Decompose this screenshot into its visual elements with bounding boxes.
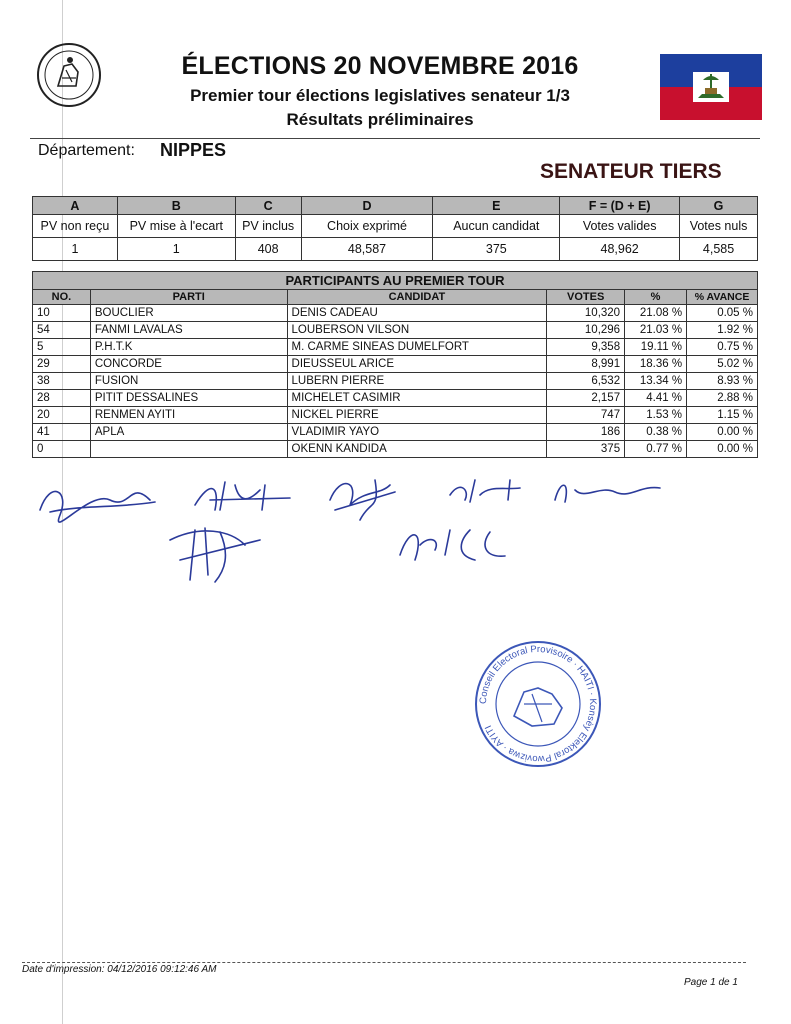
cell-pct: 21.08 % <box>625 305 687 322</box>
cell-votes: 10,296 <box>547 322 625 339</box>
summary-header: Votes valides <box>560 215 680 238</box>
cell-parti: FANMI LAVALAS <box>90 322 287 339</box>
summary-value: 48,587 <box>301 238 433 261</box>
candidate-row <box>33 407 758 424</box>
summary-letter: C <box>235 197 301 215</box>
cell-parti: BOUCLIER <box>90 305 287 322</box>
candidate-row <box>33 339 758 356</box>
cell-no: 5 <box>33 339 91 356</box>
col-header-no: NO. <box>33 290 91 305</box>
cell-pct: 13.34 % <box>625 373 687 390</box>
signatures <box>30 470 680 600</box>
cell-avance: 8.93 % <box>687 373 758 390</box>
summary-value: 1 <box>33 238 118 261</box>
cell-votes: 2,157 <box>547 390 625 407</box>
cell-candidat: MICHELET CASIMIR <box>287 390 547 407</box>
cell-avance: 0.05 % <box>687 305 758 322</box>
cell-no: 28 <box>33 390 91 407</box>
col-header-parti: PARTI <box>90 290 287 305</box>
cell-candidat: VLADIMIR YAYO <box>287 424 547 441</box>
cell-votes: 9,358 <box>547 339 625 356</box>
cell-candidat: LOUBERSON VILSON <box>287 322 547 339</box>
cell-no: 0 <box>33 441 91 458</box>
cell-votes: 375 <box>547 441 625 458</box>
cell-no: 10 <box>33 305 91 322</box>
cell-votes: 186 <box>547 424 625 441</box>
cell-no: 54 <box>33 322 91 339</box>
cell-no: 29 <box>33 356 91 373</box>
cep-logo-icon <box>36 42 102 108</box>
candidate-row <box>33 356 758 373</box>
cell-candidat: DIEUSSEUL ARICE <box>287 356 547 373</box>
summary-letter: A <box>33 197 118 215</box>
cell-parti: RENMEN AYITI <box>90 407 287 424</box>
page-subtitle: Premier tour élections legislatives senateur 1/3 <box>190 86 570 105</box>
summary-table <box>32 196 758 261</box>
page-subtitle-2: Résultats préliminaires <box>286 110 474 129</box>
summary-value: 48,962 <box>560 238 680 261</box>
cell-avance: 2.88 % <box>687 390 758 407</box>
summary-letter: D <box>301 197 433 215</box>
summary-header-row <box>33 215 758 238</box>
cell-pct: 18.36 % <box>625 356 687 373</box>
col-header-pct: % <box>625 290 687 305</box>
cell-parti: CONCORDE <box>90 356 287 373</box>
department-value: NIPPES <box>160 140 227 160</box>
footer-divider <box>22 962 746 963</box>
results-banner-row <box>33 272 758 290</box>
summary-header: PV mise à l'ecart <box>117 215 235 238</box>
cell-avance: 0.75 % <box>687 339 758 356</box>
summary-value-row <box>33 238 758 261</box>
summary-value: 375 <box>433 238 560 261</box>
cell-avance: 0.00 % <box>687 424 758 441</box>
cell-no: 20 <box>33 407 91 424</box>
summary-letters-row <box>33 197 758 215</box>
results-header-row <box>33 290 758 305</box>
cell-candidat: DENIS CADEAU <box>287 305 547 322</box>
department-label: Département: <box>38 142 135 159</box>
cell-no: 41 <box>33 424 91 441</box>
results-banner: PARTICIPANTS AU PREMIER TOUR <box>33 272 758 290</box>
cell-pct: 21.03 % <box>625 322 687 339</box>
cell-avance: 0.00 % <box>687 441 758 458</box>
haiti-flag-icon <box>660 54 762 120</box>
cell-pct: 4.41 % <box>625 390 687 407</box>
candidate-row <box>33 424 758 441</box>
col-header-votes: VOTES <box>547 290 625 305</box>
summary-header: PV inclus <box>235 215 301 238</box>
candidate-row <box>33 305 758 322</box>
col-header-candidat: CANDIDAT <box>287 290 547 305</box>
cell-votes: 747 <box>547 407 625 424</box>
cell-votes: 10,320 <box>547 305 625 322</box>
header-divider <box>30 138 760 139</box>
summary-header: Choix exprimé <box>301 215 433 238</box>
results-body <box>33 305 758 458</box>
cell-parti: P.H.T.K <box>90 339 287 356</box>
cell-votes: 6,532 <box>547 373 625 390</box>
cell-votes: 8,991 <box>547 356 625 373</box>
official-stamp-icon <box>472 638 604 770</box>
cell-candidat: LUBERN PIERRE <box>287 373 547 390</box>
summary-header: PV non reçu <box>33 215 118 238</box>
candidate-row <box>33 390 758 407</box>
cell-parti: FUSION <box>90 373 287 390</box>
cell-parti <box>90 441 287 458</box>
candidate-row <box>33 441 758 458</box>
cell-candidat: M. CARME SINEAS DUMELFORT <box>287 339 547 356</box>
col-header-avance: % AVANCE <box>687 290 758 305</box>
cell-pct: 0.38 % <box>625 424 687 441</box>
cell-avance: 1.15 % <box>687 407 758 424</box>
summary-header: Aucun candidat <box>433 215 560 238</box>
cell-pct: 0.77 % <box>625 441 687 458</box>
cell-parti: PITIT DESSALINES <box>90 390 287 407</box>
summary-letter: B <box>117 197 235 215</box>
cell-candidat: NICKEL PIERRE <box>287 407 547 424</box>
summary-letter: F = (D + E) <box>560 197 680 215</box>
cell-candidat: OKENN KANDIDA <box>287 441 547 458</box>
print-date: Date d'impression: 04/12/2016 09:12:46 AM <box>22 964 217 975</box>
summary-value: 408 <box>235 238 301 261</box>
summary-value: 1 <box>117 238 235 261</box>
cell-avance: 1.92 % <box>687 322 758 339</box>
cell-no: 38 <box>33 373 91 390</box>
cell-pct: 19.11 % <box>625 339 687 356</box>
results-table <box>32 271 758 458</box>
summary-header: Votes nuls <box>680 215 758 238</box>
stamp-text: Conseil Electoral Provisoire · HAITI · Konsèy Elektoral Pwovizwa · AYITI <box>477 643 599 765</box>
cell-parti: APLA <box>90 424 287 441</box>
candidate-row <box>33 373 758 390</box>
candidate-row <box>33 322 758 339</box>
page-number: Page 1 de 1 <box>684 977 738 988</box>
page-title: ÉLECTIONS 20 NOVEMBRE 2016 <box>181 52 579 80</box>
summary-value: 4,585 <box>680 238 758 261</box>
summary-letter: E <box>433 197 560 215</box>
category-title: SENATEUR TIERS <box>540 160 722 183</box>
cell-avance: 5.02 % <box>687 356 758 373</box>
summary-letter: G <box>680 197 758 215</box>
cell-pct: 1.53 % <box>625 407 687 424</box>
